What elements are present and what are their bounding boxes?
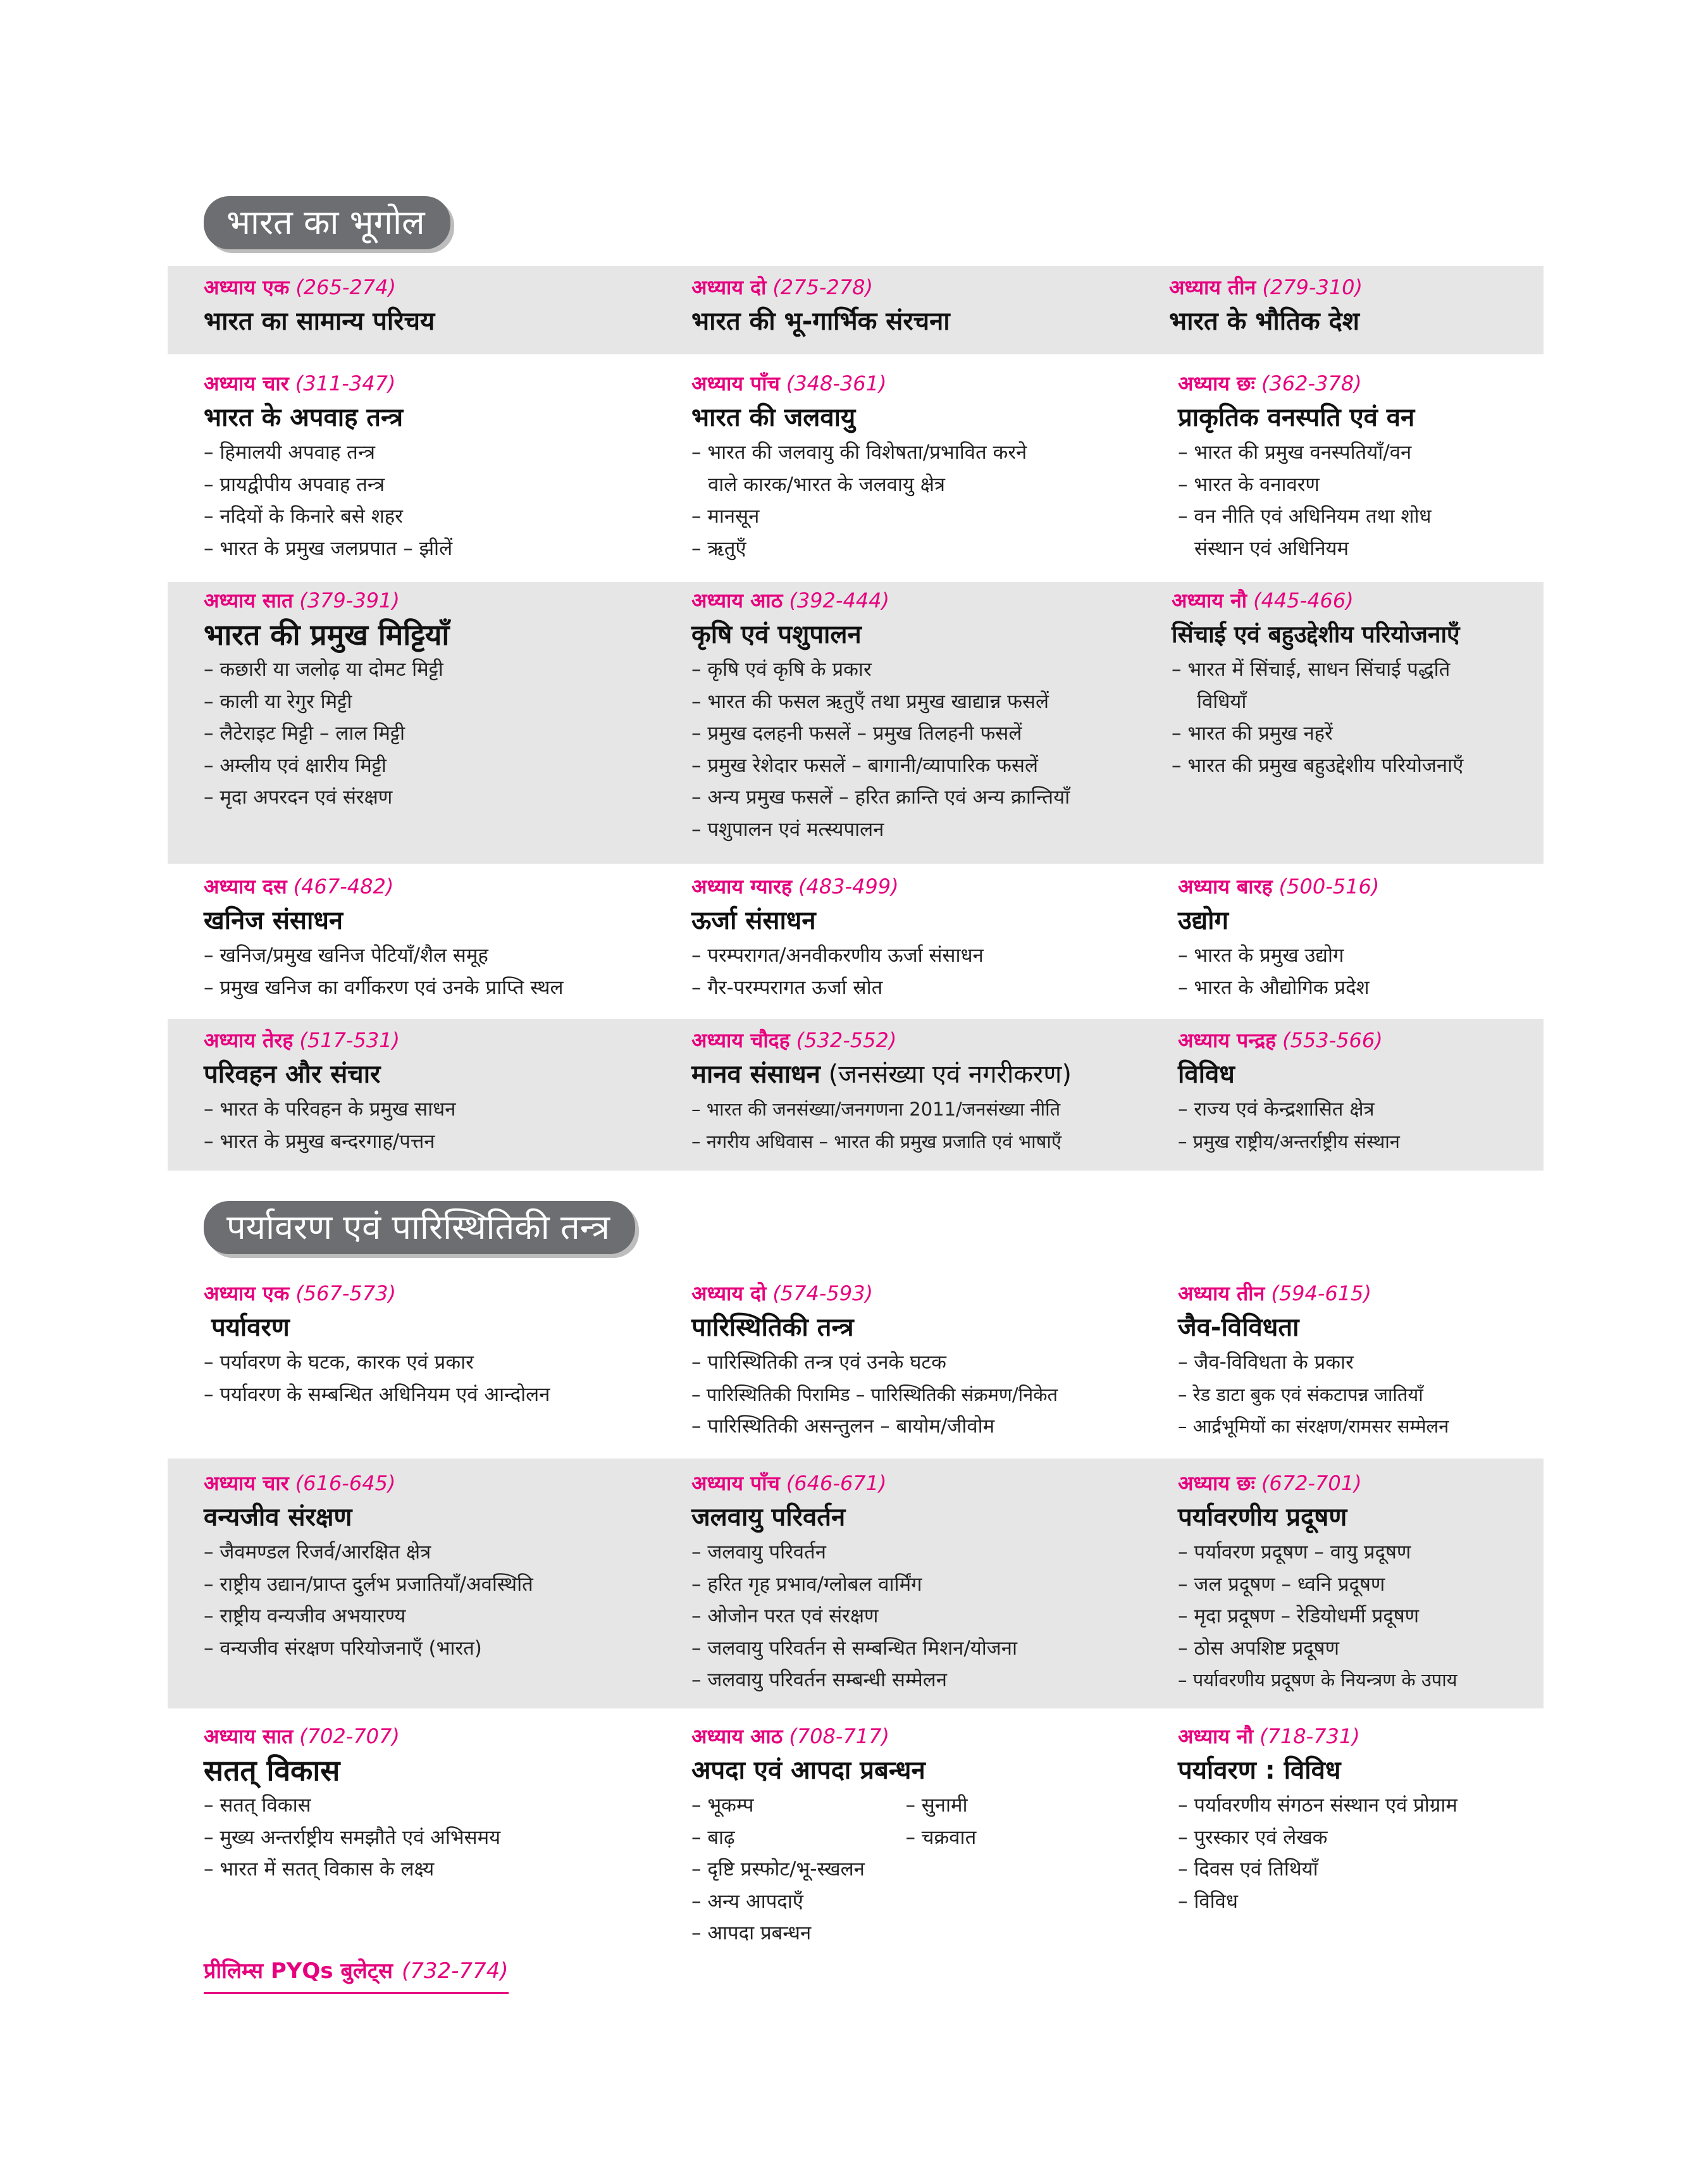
topic-list — [1178, 437, 1432, 564]
topic-item: – बाढ़ — [691, 1825, 735, 1849]
topic-item: – पर्यावरण के सम्बन्धित अधिनियम एवं आन्दोलन — [204, 1383, 550, 1406]
topic-item: – पर्यावरण प्रदूषण – वायु प्रदूषण — [1178, 1541, 1411, 1564]
chapter-block — [1178, 871, 1379, 1004]
chapter-block — [691, 1278, 1058, 1443]
chapter-heading: अध्याय आठ (708-717) — [691, 1724, 889, 1748]
topic-list — [1178, 1093, 1400, 1157]
topic-item: – जल प्रदूषण – ध्वनि प्रदूषण — [1178, 1572, 1385, 1596]
chapter-title: उद्योग — [1178, 906, 1228, 935]
topic-item: – परम्परागत/अनवीकरणीय ऊर्जा संसाधन — [691, 944, 984, 967]
topic-item: – कृषि एवं कृषि के प्रकार — [691, 658, 872, 681]
topic-item: – प्रमुख राष्ट्रीय/अन्तर्राष्ट्रीय संस्थान — [1178, 1130, 1400, 1152]
chapter-title: जलवायु परिवर्तन — [691, 1503, 846, 1532]
chapter-heading: अध्याय दस (467-482) — [204, 874, 394, 899]
chapter-block — [1172, 585, 1463, 781]
topic-list — [1178, 940, 1379, 1004]
topic-item: – प्रमुख खनिज का वर्गीकरण एवं उनके प्राप्ति स्थल — [204, 976, 564, 999]
topic-list — [1178, 1789, 1457, 1917]
topic-item: – मानसून — [691, 505, 760, 528]
chapter-block — [691, 585, 1070, 845]
topic-item: – हिमालयी अपवाह तन्त्र — [204, 441, 376, 464]
topic-item: – जलवायु परिवर्तन — [691, 1541, 826, 1564]
topic-item: – भारत की जलवायु की विशेषता/प्रभावित करने — [691, 441, 1027, 464]
topic-item-continued: संस्थान एवं अधिनियम — [1194, 537, 1349, 560]
topic-item: – मृदा प्रदूषण – रेडियोधर्मी प्रदूषण — [1178, 1605, 1420, 1627]
topic-item: – वन्यजीव संरक्षण परियोजनाएँ (भारत) — [204, 1636, 482, 1660]
chapter-block — [691, 1721, 1014, 1950]
chapter-title: भारत की प्रमुख मिट्टियाँ — [204, 618, 450, 652]
topic-columns — [691, 1789, 1014, 1853]
topic-item: – अन्य प्रमुख फसलें – हरित क्रान्ति एवं अन्य क्रान्तियाँ — [691, 786, 1070, 809]
chapter-title: भारत की जलवायु — [691, 403, 856, 432]
topic-list — [204, 1789, 500, 1886]
topic-item: – विविध — [1178, 1889, 1238, 1913]
topic-item: – भारत के प्रमुख जलप्रपात – झीलें — [204, 537, 453, 560]
topic-item-continued: वाले कारक/भारत के जलवायु क्षेत्र — [708, 473, 946, 496]
chapter-heading: अध्याय तीन (594-615) — [1178, 1281, 1371, 1305]
chapter-title: कृषि एवं पशुपालन — [691, 620, 862, 649]
topic-item: – सतत् विकास — [204, 1794, 311, 1817]
chapter-heading: अध्याय चौदह (532-552) — [691, 1028, 897, 1052]
chapter-heading: अध्याय एक (265-274) — [204, 275, 396, 299]
topic-list — [691, 1536, 1017, 1696]
chapter-title: अपदा एवं आपदा प्रबन्धन — [691, 1756, 925, 1785]
chapter-heading: अध्याय ग्यारह (483-499) — [691, 874, 899, 899]
chapter-title: पर्यावरण : विविध — [1178, 1756, 1341, 1785]
chapter-block — [691, 1468, 1017, 1696]
chapter-block — [691, 1025, 1072, 1157]
topic-item: – जैव-विविधता के प्रकार — [1178, 1351, 1354, 1374]
topic-item: – पर्यावरण के घटक, कारक एवं प्रकार — [204, 1351, 474, 1374]
topic-list — [1178, 1536, 1457, 1696]
topic-item: – पर्यावरणीय प्रदूषण के नियन्त्रण के उपाय — [1178, 1669, 1457, 1691]
topic-list — [204, 1346, 550, 1410]
chapter-title: विविध — [1178, 1060, 1235, 1089]
topic-item: – आपदा प्रबन्धन — [691, 1922, 812, 1944]
topic-list — [691, 654, 1070, 845]
topic-list — [1172, 654, 1463, 781]
topic-item: – चक्रवात — [905, 1825, 977, 1849]
chapter-title: जैव-विविधता — [1178, 1313, 1299, 1342]
section-title-geography: भारत का भूगोल — [204, 196, 450, 249]
topic-item: – वन नीति एवं अधिनियम तथा शोध — [1178, 505, 1432, 528]
topic-item: – अम्लीय एवं क्षारीय मिट्टी — [204, 754, 387, 777]
topic-list — [691, 1853, 1014, 1950]
topic-column-left — [691, 1789, 791, 1853]
topic-item: – कछारी या जलोढ़ या दोमट मिट्टी — [204, 658, 443, 681]
chapter-title: भारत के अपवाह तन्त्र — [204, 403, 404, 432]
chapter-title: सतत् विकास — [204, 1753, 340, 1788]
chapter-heading: अध्याय चार (616-645) — [204, 1471, 396, 1495]
topic-item: – पारिस्थितिकी पिरामिड – पारिस्थितिकी संक्रमण/निकेत — [691, 1383, 1058, 1405]
chapter-heading: अध्याय पाँच (646-671) — [691, 1471, 887, 1495]
topic-list — [905, 1789, 976, 1853]
section-title-environment: पर्यावरण एवं पारिस्थितिकी तन्त्र — [204, 1201, 635, 1254]
topic-list — [691, 1346, 1058, 1443]
topic-item: – आर्द्रभूमियों का संरक्षण/रामसर सम्मेलन — [1178, 1415, 1449, 1437]
chapter-block — [204, 585, 449, 814]
topic-list — [204, 1093, 455, 1157]
topic-item: – जैवमण्डल रिजर्व/आरक्षित क्षेत्र — [204, 1541, 431, 1564]
topic-item: – भारत में सतत् विकास के लक्ष्य — [204, 1858, 435, 1881]
topic-item: – पुरस्कार एवं लेखक — [1178, 1825, 1328, 1849]
chapter-heading: अध्याय सात (702-707) — [204, 1724, 400, 1748]
topic-item: – जलवायु परिवर्तन से सम्बन्धित मिशन/योजना — [691, 1636, 1018, 1660]
topic-item-continued: विधियाँ — [1197, 690, 1247, 713]
topic-item: – प्रमुख दलहनी फसलें – प्रमुख तिलहनी फसलें — [691, 722, 1022, 745]
chapter-heading: अध्याय एक (567-573) — [204, 1281, 396, 1305]
chapter-block — [204, 871, 563, 1004]
chapter-title: खनिज संसाधन — [204, 906, 343, 935]
topic-item: – मृदा अपरदन एवं संरक्षण — [204, 786, 393, 809]
topic-item: – पारिस्थितिकी असन्तुलन – बायोम/जीवोम — [691, 1415, 995, 1438]
chapter-heading: अध्याय आठ (392-444) — [691, 588, 889, 613]
topic-item: – भारत की प्रमुख नहरें — [1172, 722, 1333, 745]
topic-item: – काली या रेगुर मिट्टी — [204, 690, 352, 713]
topic-item: – राष्ट्रीय वन्यजीव अभयारण्य — [204, 1605, 406, 1627]
chapter-heading: अध्याय नौ (445-466) — [1172, 588, 1354, 613]
chapter-title: भारत की भू-गार्भिक संरचना — [691, 307, 950, 336]
topic-list — [691, 1789, 753, 1853]
chapter-title: वन्यजीव संरक्षण — [204, 1503, 352, 1532]
topic-item: – भारत की फसल ऋतुएँ तथा प्रमुख खाद्यान्न फसलें — [691, 690, 1049, 713]
topic-item: – नदियों के किनारे बसे शहर — [204, 505, 403, 528]
topic-list — [1178, 1346, 1449, 1443]
chapter-block — [1178, 368, 1432, 564]
topic-list — [691, 940, 984, 1004]
topic-item: – सुनामी — [905, 1794, 968, 1817]
chapter-title: पर्यावरणीय प्रदूषण — [1178, 1503, 1347, 1532]
chapter-block — [691, 871, 984, 1004]
topic-item: – प्रमुख रेशेदार फसलें – बागानी/व्यापारिक फसलें — [691, 754, 1038, 777]
chapter-block — [1178, 1278, 1449, 1443]
topic-item: – ऋतुएँ — [691, 537, 746, 560]
chapter-block — [204, 1025, 455, 1157]
topic-item: – भारत के परिवहन के प्रमुख साधन — [204, 1098, 456, 1121]
prelims-pyq-bullets-link[interactable]: प्रीलिम्स PYQs बुलेट्स (732-774) — [204, 1955, 509, 1994]
chapter-block — [1178, 1721, 1457, 1917]
topic-item: – पारिस्थितिकी तन्त्र एवं उनके घटक — [691, 1351, 946, 1374]
chapter-block — [691, 368, 1027, 564]
chapter-heading: अध्याय तेरह (517-531) — [204, 1028, 400, 1052]
topic-list — [691, 437, 1027, 564]
chapter-heading: अध्याय तीन (279-310) — [1169, 275, 1363, 299]
chapter-title: ऊर्जा संसाधन — [691, 906, 816, 935]
chapter-heading: अध्याय छः (362-378) — [1178, 371, 1362, 395]
topic-list — [204, 940, 563, 1004]
topic-item: – पर्यावरणीय संगठन संस्थान एवं प्रोग्राम — [1178, 1794, 1457, 1817]
chapter-block — [204, 1278, 550, 1410]
topic-item: – भारत के औद्योगिक प्रदेश — [1178, 976, 1370, 999]
chapter-block — [204, 1468, 533, 1664]
topic-list — [204, 1536, 533, 1664]
chapter-title: प्राकृतिक वनस्पति एवं वन — [1178, 403, 1415, 432]
chapter-heading: अध्याय पन्द्रह (553-566) — [1178, 1028, 1383, 1052]
topic-item: – पशुपालन एवं मत्स्यपालन — [691, 818, 884, 841]
topic-item: – खनिज/प्रमुख खनिज पेटियाँ/शैल समूह — [204, 944, 488, 967]
topic-item: – हरित गृह प्रभाव/ग्लोबल वार्मिंग — [691, 1572, 922, 1596]
topic-item: – भारत में सिंचाई, साधन सिंचाई पद्धति — [1172, 658, 1451, 681]
chapter-heading: अध्याय चार (311-347) — [204, 371, 396, 395]
chapter-block — [204, 272, 435, 340]
topic-item: – गैर-परम्परागत ऊर्जा स्रोत — [691, 976, 883, 999]
chapter-title: मानव संसाधन (जनसंख्या एवं नगरीकरण) — [691, 1060, 1072, 1089]
topic-item: – राष्ट्रीय उद्यान/प्राप्त दुर्लभ प्रजातियाँ/अवस्थिति — [204, 1572, 533, 1596]
topic-item: – भारत की जनसंख्या/जनगणना 2011/जनसंख्या नीति — [691, 1098, 1061, 1120]
chapter-block — [204, 1721, 500, 1886]
topic-item: – भारत के प्रमुख उद्योग — [1178, 944, 1344, 967]
topic-list — [204, 437, 452, 564]
chapter-title: पारिस्थितिकी तन्त्र — [691, 1313, 854, 1342]
chapter-heading: अध्याय छः (672-701) — [1178, 1471, 1362, 1495]
topic-item: – मुख्य अन्तर्राष्ट्रीय समझौते एवं अभिसमय — [204, 1825, 501, 1849]
chapter-title: पर्यावरण — [211, 1313, 290, 1342]
chapter-title: परिवहन और संचार — [204, 1060, 381, 1089]
topic-item: – भारत की प्रमुख बहुउद्देशीय परियोजनाएँ — [1172, 754, 1464, 777]
topic-item: – प्रायद्वीपीय अपवाह तन्त्र — [204, 473, 385, 496]
topic-item: – लैटेराइट मिट्टी – लाल मिट्टी — [204, 722, 405, 745]
chapter-heading: अध्याय दो (275-278) — [691, 275, 873, 299]
topic-item: – भारत के वनावरण — [1178, 473, 1320, 496]
topic-list — [204, 654, 449, 814]
chapter-block — [1178, 1468, 1457, 1696]
chapter-title: सिंचाई एवं बहुउद्देशीय परियोजनाएँ — [1172, 621, 1460, 648]
topic-item: – दिवस एवं तिथियाँ — [1178, 1858, 1318, 1881]
chapter-block — [204, 368, 452, 564]
chapter-heading: अध्याय दो (574-593) — [691, 1281, 873, 1305]
chapter-title: भारत का सामान्य परिचय — [204, 307, 435, 336]
chapter-title: भारत के भौतिक देश — [1169, 307, 1359, 336]
chapter-heading: अध्याय नौ (718-731) — [1178, 1724, 1360, 1748]
chapter-heading: अध्याय सात (379-391) — [204, 588, 400, 613]
chapter-block — [691, 272, 950, 340]
topic-item: – भारत की प्रमुख वनस्पतियाँ/वन — [1178, 441, 1412, 464]
topic-list — [691, 1093, 1072, 1157]
chapter-block — [1169, 272, 1363, 340]
topic-item: – जलवायु परिवर्तन सम्बन्धी सम्मेलन — [691, 1669, 948, 1691]
chapter-block — [1178, 1025, 1400, 1157]
topic-item: – ओजोन परत एवं संरक्षण — [691, 1605, 879, 1627]
topic-item: – रेड डाटा बुक एवं संकटापन्न जातियाँ — [1178, 1383, 1423, 1405]
chapter-heading: अध्याय पाँच (348-361) — [691, 371, 887, 395]
topic-item: – ठोस अपशिष्ट प्रदूषण — [1178, 1636, 1339, 1660]
topic-item: – भारत के प्रमुख बन्दरगाह/पत्तन — [204, 1129, 435, 1153]
topic-item: – राज्य एवं केन्द्रशासित क्षेत्र — [1178, 1098, 1375, 1121]
topic-column-right — [905, 1789, 1014, 1853]
topic-item: – दृष्टि प्रस्फोट/भू-स्खलन — [691, 1858, 865, 1881]
topic-item: – भूकम्प — [691, 1794, 754, 1817]
topic-item: – नगरीय अधिवास – भारत की प्रमुख प्रजाति एवं भाषाएँ — [691, 1130, 1061, 1152]
chapter-heading: अध्याय बारह (500-516) — [1178, 874, 1380, 899]
topic-item: – अन्य आपदाएँ — [691, 1889, 803, 1913]
